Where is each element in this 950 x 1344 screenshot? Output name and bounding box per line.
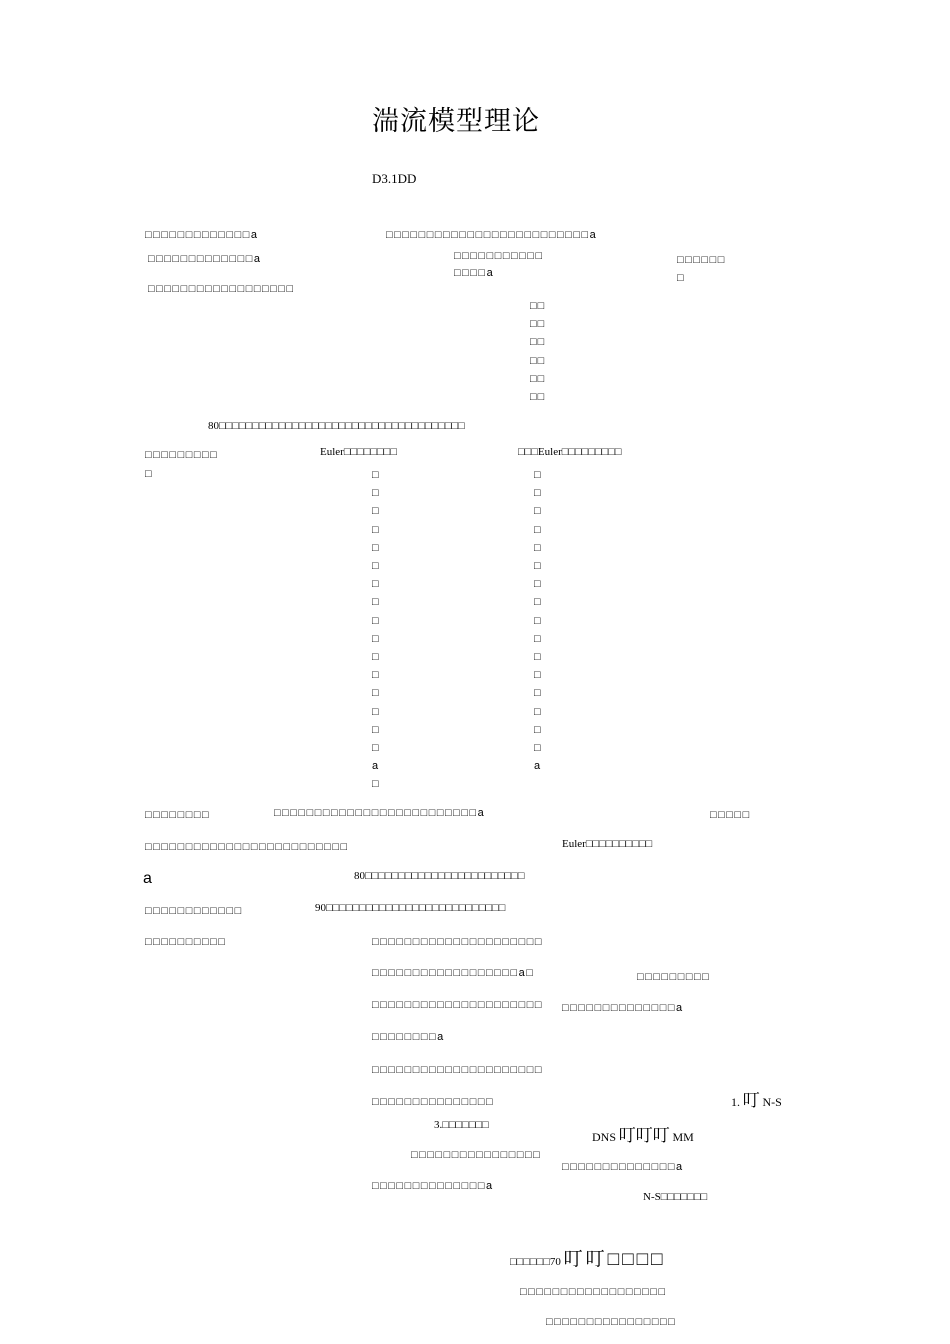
- text-line: □□□□□□□□□□□□□□□□□□: [520, 1286, 667, 1298]
- text-line: □□□□□□□□□□□□□□□□□□□□□: [372, 1064, 544, 1076]
- text-line: N-S□□□□□□□: [643, 1191, 708, 1203]
- glyph-run: 叮叮□□□□: [563, 1249, 666, 1270]
- text-line: □□□□□□□□□□□□□□□□□□□□□: [372, 999, 544, 1011]
- document-title: 湍流模型理论: [372, 106, 540, 137]
- text-line: □□□□□□□□a: [372, 1031, 445, 1043]
- text-run: □□□□□□70: [510, 1256, 561, 1268]
- text-line: □□□□□: [710, 809, 751, 821]
- text-line: □□□□□□□□□□□□: [145, 905, 243, 917]
- text-line: □□□□□□□□□□□□□□□□□□: [148, 283, 295, 295]
- text-line: 80□□□□□□□□□□□□□□□□□□□□□□□□: [354, 870, 525, 882]
- text-line: 80□□□□□□□□□□□□□□□□□□□□□□□□□□□□□□□□□□□□□: [208, 420, 465, 432]
- text-line: □□□□□□□□□□□□□□□: [372, 1096, 495, 1108]
- text-line: □□□□a: [454, 267, 495, 279]
- text-line: □□□□□□□□□□□□□□□□□□□□□□□□□: [145, 841, 349, 853]
- dns-label: DNS: [592, 1130, 617, 1144]
- text-line: [510, 1250, 666, 1269]
- heading-text: N-S: [762, 1095, 782, 1109]
- text-line: □□□□□□□□□□□□□a: [145, 229, 259, 241]
- text-line: □□□□□□□□□: [637, 971, 711, 983]
- text-line: □□□□□□□□□: [145, 449, 219, 461]
- heading-glyph: 叮: [742, 1091, 760, 1110]
- text-line: □□□□□□□□□□□□□□□□: [546, 1316, 677, 1328]
- char-column: □ □ □ □ □ □ □ □ □ □ □ □ □ □ □ □ a: [534, 469, 542, 773]
- char-column: □□ □□ □□ □□ □□ □□: [530, 300, 546, 404]
- text-line: □□□□□□□□□□□□□□□□□□□□□□□□□a: [386, 229, 598, 241]
- text-line: □□□□□□□□□□□□□□a: [372, 1180, 494, 1192]
- char-column: □ □ □ □ □ □ □ □ □ □ □ □ □ □ □ □ a □: [372, 469, 380, 791]
- text-line: □□□Euler□□□□□□□□□: [518, 446, 622, 458]
- text-line: □□□□□□□□□□□□□a: [148, 253, 262, 265]
- text-line: □□□□□□□□□□: [145, 936, 227, 948]
- text-line: 90□□□□□□□□□□□□□□□□□□□□□□□□□□□: [315, 902, 506, 914]
- text-line: a: [143, 870, 154, 887]
- text-line: Euler□□□□□□□□□□: [562, 838, 653, 850]
- text-line: □: [145, 468, 154, 480]
- text-line: □□□□□□□□□□□□□□□□□□□□□□□□□a: [274, 807, 486, 819]
- text-line: □□□□□□□□□□□□□□□□□□a□: [372, 967, 535, 979]
- text-line: Euler□□□□□□□□: [320, 446, 397, 458]
- section-number: D3.1DD: [372, 171, 417, 186]
- heading-number: 1.: [731, 1095, 740, 1109]
- text-line: □□□□□□□□□□□□□□□□□□□□□: [372, 936, 544, 948]
- text-line: [592, 1127, 694, 1144]
- numbered-heading: [731, 1092, 782, 1109]
- text-line: 3.□□□□□□□: [434, 1119, 489, 1131]
- glyph-run: 叮叮叮: [618, 1126, 670, 1145]
- text-line: □□□□□□□□: [145, 809, 211, 821]
- mm-label: MM: [672, 1130, 694, 1144]
- text-line: □: [677, 272, 686, 284]
- text-line: □□□□□□□□□□□□□□a: [562, 1002, 684, 1014]
- text-line: □□□□□□□□□□□□□□a: [562, 1161, 684, 1173]
- text-line: □□□□□□□□□□□: [454, 250, 544, 262]
- text-line: □□□□□□□□□□□□□□□□: [411, 1149, 542, 1161]
- text-line: □□□□□□: [677, 254, 726, 266]
